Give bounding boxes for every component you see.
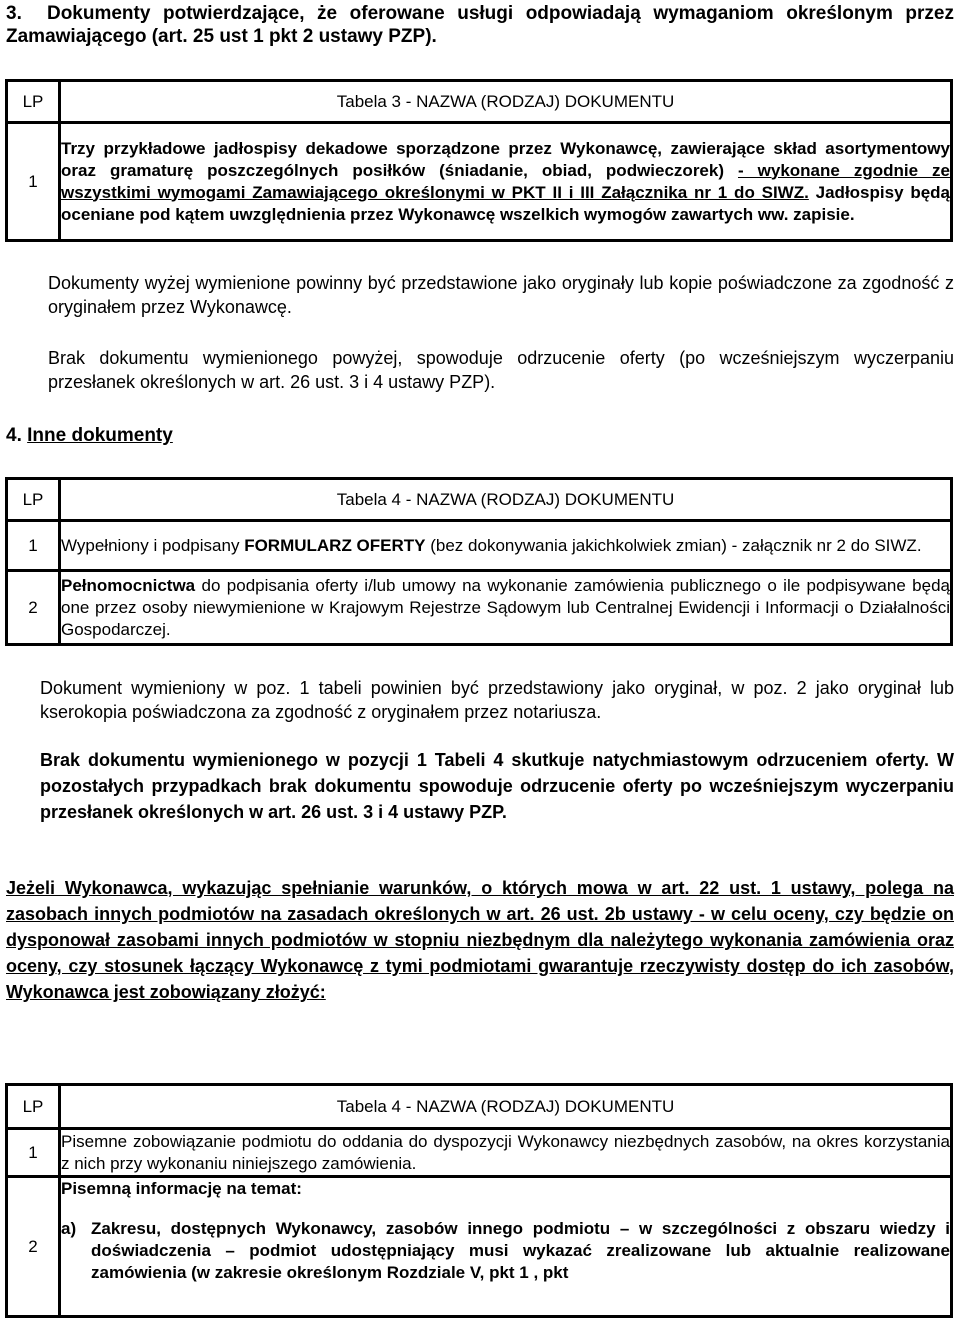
row-number: 2 — [7, 1177, 60, 1317]
section-4-heading — [6, 425, 173, 446]
lp-header: LP — [7, 1085, 60, 1129]
row-text-bold: FORMULARZ OFERTY — [244, 535, 426, 555]
table-resources — [5, 1083, 953, 1318]
row-text-part: (bez dokonywania jakichkolwiek zmian) - załącznik nr 2 do SIWZ. — [425, 535, 922, 555]
row-text-part: Trzy przykładowe jadłospisy dekadowe sporządzone przez Wykonawcę, zawierające skład asortymentowy oraz gramaturę poszczególnych posiłków (śniadanie, obiad, podwieczorek) — [61, 138, 950, 180]
table-header-row — [7, 1085, 952, 1129]
resources-paragraph: Jeżeli Wykonawca, wykazując spełnianie warunków, o których mowa w art. 22 ust. 1 ustawy, polega na zasobach innych podmiotów na zasadach określonych w art. 26 ust. 2b ustawy - w celu oceny, czy będzie on dysponował zasobami innych podmiotów w stopniu niezbędnym dla należytego wykonania zamówienia oraz oceny, czy stosunek łączący Wykonawcę z tymi podmiotami gwarantuje rzeczywisty dostęp do ich zasobów, Wykonawca jest zobowiązany złożyć: — [6, 878, 954, 1002]
section-4-heading-text: Inne dokumenty — [27, 425, 173, 446]
lp-header: LP — [7, 81, 60, 123]
row-text-underlined: - wykonane zgodnie ze wszystkimi wymogami Zamawiającego określonymi w PKT II i III Załącznika nr 1 do SIWZ. — [61, 160, 950, 202]
table-row — [7, 123, 952, 241]
row-number: 1 — [7, 1129, 60, 1177]
table-row — [7, 1129, 952, 1177]
lp-header: LP — [7, 479, 60, 521]
section-3-heading-text: Dokumenty potwierdzające, że oferowane usługi odpowiadają wymaganiom określonym przez Zamawiającego (art. 25 ust 1 pkt 2 ustawy PZP). — [6, 3, 955, 47]
list-item-label: a) — [61, 1219, 77, 1238]
section-3-note-originals: Dokumenty wyżej wymienione powinny być przedstawione jako oryginały lub kopie poświadczone za zgodność z oryginałem przez Wykonawcę. — [48, 273, 954, 317]
list-item-text: Zakresu, dostępnych Wykonawcy, zasobów innego podmiotu – w szczególności z obszaru wiedzy i doświadczenia – podmiot udostępniający musi wykazać zrealizowane lub aktualnie realizowane zamówienia (w zakresie określonym Rozdziale V, pkt 1 , pkt — [91, 1219, 950, 1282]
section-4-note-missing: Brak dokumentu wymienionego w pozycji 1 Tabeli 4 skutkuje natychmiastowym odrzuceniem oferty. W pozostałych przypadkach brak dokumentu spowoduje odrzucenie oferty po wcześniejszym wyczerpaniu przesłanek określonych w art. 26 ust. 3 i 4 ustawy PZP. — [40, 750, 954, 822]
section-3-number: 3. — [6, 3, 22, 24]
section-3-heading — [6, 2, 954, 48]
section-4-number: 4. — [6, 425, 22, 446]
row-description — [60, 1177, 952, 1317]
table-row — [7, 1177, 952, 1317]
section-3-note-missing: Brak dokumentu wymienionego powyżej, spowoduje odrzucenie oferty (po wcześniejszym wyczerpaniu przesłanek określonych w art. 26 ust. 3 i 4 ustawy PZP). — [48, 348, 954, 392]
row-number: 1 — [7, 521, 60, 571]
table-header-row — [7, 479, 952, 521]
table-row — [7, 571, 952, 645]
table-3 — [5, 79, 953, 242]
row-text-bold: Pełnomocnictwa — [61, 575, 196, 595]
table-4 — [5, 477, 953, 646]
row-number: 2 — [7, 571, 60, 645]
table-title: Tabela 4 - NAZWA (RODZAJ) DOKUMENTU — [60, 1085, 952, 1129]
row-text-part: Jadłospisy będą oceniane pod kątem uwzględnienia przez Wykonawcę wszelkich wymogów zawartych ww. zapisie. — [61, 182, 950, 224]
row-text-part: do podpisania oferty i/lub umowy na wykonanie zamówienia publicznego o ile podpisywane będą one przez osoby niewymienione w Krajowym Rejestrze Sądowym lub Centralnej Ewidencji i Informacji o Działalności Gospodarczej. — [61, 575, 950, 639]
row-intro: Pisemną informację na temat: — [61, 1179, 302, 1198]
row-description — [60, 571, 952, 645]
list-item — [61, 1218, 950, 1284]
table-title: Tabela 3 - NAZWA (RODZAJ) DOKUMENTU — [60, 81, 952, 123]
row-text-part: Wypełniony i podpisany — [61, 535, 245, 555]
table-title: Tabela 4 - NAZWA (RODZAJ) DOKUMENTU — [60, 479, 952, 521]
row-number: 1 — [7, 123, 60, 241]
row-description — [60, 521, 952, 571]
row-description — [60, 123, 952, 241]
table-header-row — [7, 81, 952, 123]
row-description: Pisemne zobowiązanie podmiotu do oddania do dyspozycji Wykonawcy niezbędnych zasobów, na okres korzystania z nich przy wykonaniu niniejszego zamówienia. — [60, 1129, 952, 1177]
table-row — [7, 521, 952, 571]
section-4-note-originals: Dokument wymieniony w poz. 1 tabeli powinien być przedstawiony jako oryginał, w poz. 2 jako oryginał lub kserokopia poświadczona za zgodność z oryginałem przez notariusza. — [40, 678, 954, 722]
